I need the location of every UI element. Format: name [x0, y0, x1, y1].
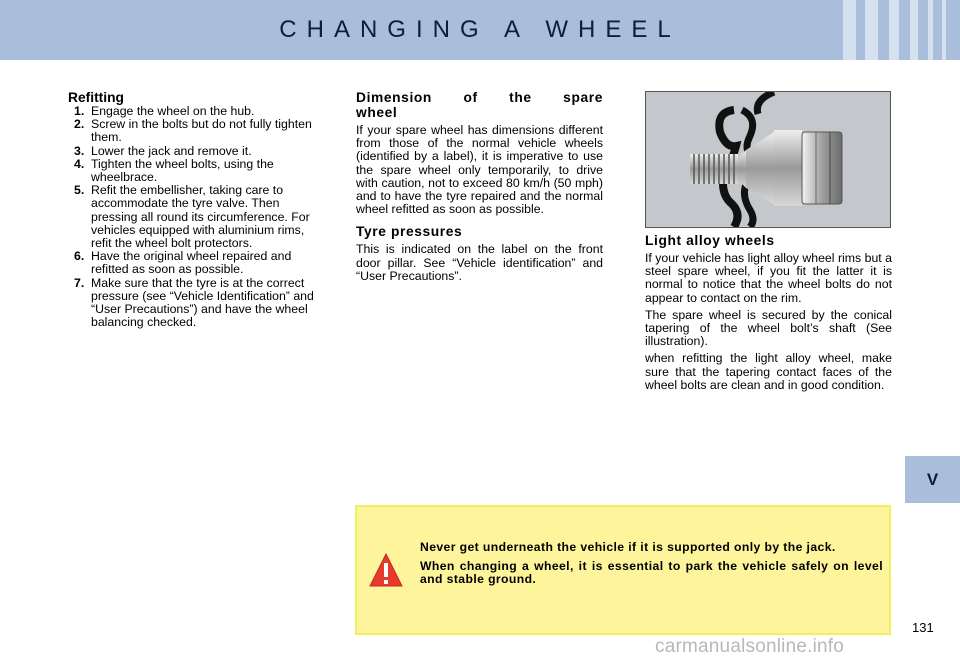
step-number: 2.: [74, 117, 85, 132]
header-stripe: [843, 0, 856, 60]
light-alloy-paragraph: The spare wheel is secured by the conical tapering of the wheel bolt’s shaft (See illustration).: [645, 307, 892, 349]
step-number: 4.: [74, 156, 85, 171]
header-stripe: [910, 0, 918, 60]
tyre-pressures-heading: Tyre pressures: [356, 224, 463, 240]
light-alloy-paragraph: If your vehicle has light alloy wheel rims but a steel spare wheel, if you fit the latter it is normal to notice that the wheel bolts do not appear to contact on the rim.: [645, 251, 892, 305]
step-text: Have the original wheel repaired and refitted as soon as possible.: [91, 249, 292, 277]
step-text: Engage the wheel on the hub.: [91, 104, 255, 118]
wheel-bolt-icon: [646, 92, 890, 227]
step-number: 7.: [74, 275, 85, 290]
wheel-bolt-illustration: [645, 91, 891, 228]
step-number: 3.: [74, 143, 85, 158]
light-alloy-paragraph: when refitting the light alloy wheel, make sure that the tapering contact faces of the wheel bolts are clean and in good condition.: [645, 351, 892, 392]
warning-text: [420, 541, 883, 592]
section-tab: V: [905, 456, 960, 503]
warning-box: [355, 505, 891, 635]
spare-wheel-section: [356, 90, 603, 283]
header-band: [0, 0, 960, 60]
refitting-steps: [68, 105, 318, 329]
header-stripe: [942, 0, 946, 60]
step-text: Make sure that the tyre is at the correct pressure (see “Vehicle Identification” and “User Precautions”) and have the wheel balancing checked.: [91, 275, 314, 330]
list-item: [68, 277, 318, 330]
header-stripe: [889, 0, 899, 60]
light-alloy-heading: Light alloy wheels: [645, 233, 775, 248]
step-number: 1.: [74, 104, 85, 118]
step-number: 6.: [74, 249, 85, 264]
list-item: [68, 250, 318, 276]
list-item: [68, 118, 318, 144]
light-alloy-section: [645, 233, 892, 392]
warning-line: When changing a wheel, it is essential to park the vehicle safely on level and stable ground.: [420, 559, 883, 586]
page-title: CHANGING A WHEEL: [279, 16, 681, 43]
page-number: 131: [912, 620, 934, 635]
spare-dimension-text: If your spare wheel has dimensions different from those of the normal vehicle wheels (identified by a label), it is imperative to use the spare wheel only temporarily, to drive with caution, not to exceed 80 km/h (50 mph) and to have the tyre repaired and the normal wheel refitted as soon as possible.: [356, 123, 603, 217]
refitting-section: [68, 90, 318, 329]
step-text: Screw in the bolts but do not fully tighten them.: [91, 117, 312, 145]
spare-dimension-heading-cont: wheel: [356, 105, 398, 120]
list-item: [68, 184, 318, 250]
watermark: carmanualsonline.info: [655, 636, 845, 657]
refitting-heading: Refitting: [68, 90, 124, 105]
tyre-pressures-text: This is indicated on the label on the front door pillar. See “Vehicle identification” and “User Precautions”.: [356, 242, 603, 283]
spare-dimension-heading: Dimension of the spare: [356, 90, 603, 105]
header-stripe: [865, 0, 878, 60]
step-text: Tighten the wheel bolts, using the wheelbrace.: [91, 156, 274, 185]
header-stripe: [928, 0, 933, 60]
step-text: Refit the embellisher, taking care to accommodate the tyre valve. Then pressing all round its circumference. For vehicles equipped with aluminium rims, refit the wheel bolt protectors.: [91, 183, 310, 251]
step-number: 5.: [74, 183, 85, 198]
step-text: Lower the jack and remove it.: [91, 143, 252, 158]
list-item: [68, 158, 318, 184]
warning-icon: [369, 552, 403, 588]
warning-line: Never get underneath the vehicle if it is supported only by the jack.: [420, 540, 836, 554]
